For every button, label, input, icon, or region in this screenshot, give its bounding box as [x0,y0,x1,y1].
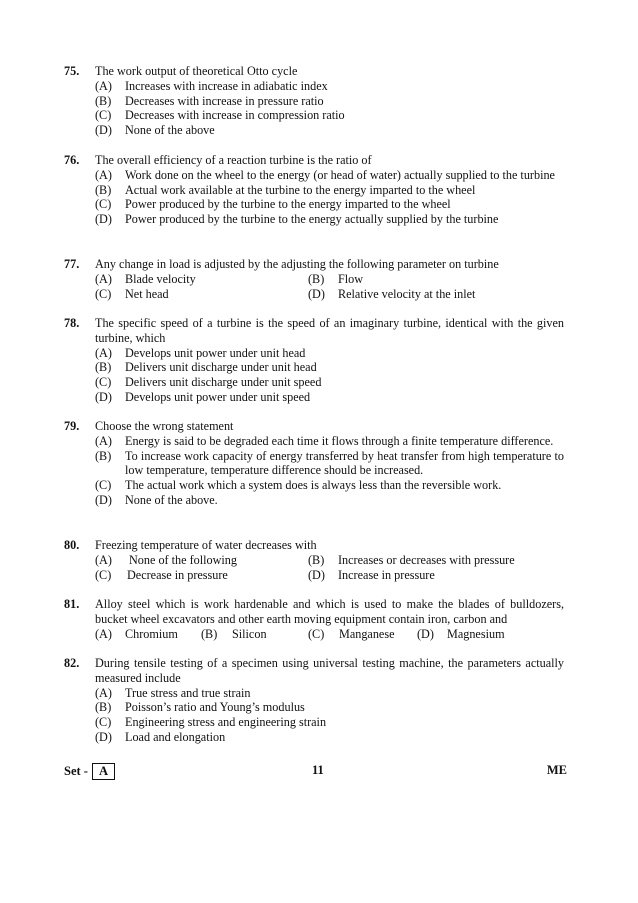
option-text: Increases or decreases with pressure [338,552,515,567]
option-c [95,375,564,390]
question-number: 81. [64,597,80,611]
option-text: Load and elongation [125,729,226,744]
option-a [95,686,564,701]
option-text: Increases with increase in adiabatic index [125,78,328,93]
question-text: The work output of theoretical Otto cycle [95,64,298,78]
option-text: Net head [125,286,169,301]
option-d [308,568,564,583]
option-c [95,197,564,212]
option-label: (B) [95,93,112,108]
option-text: Chromium [125,626,178,641]
option-d [95,123,564,138]
question-77 [64,257,564,301]
option-label: (C) [308,626,325,641]
option-c [95,108,564,123]
option-text: Increase in pressure [338,567,435,582]
option-row [95,627,564,642]
option-label: (D) [95,123,112,138]
option-b [95,449,564,479]
option-b [95,183,564,198]
option-label: (A) [95,271,112,286]
option-label: (C) [95,286,112,301]
set-label: Set - [64,764,88,778]
option-a [95,272,308,287]
option-label: (C) [95,478,112,493]
option-text: Work done on the wheel to the energy (or head of water) actually supplied to the turbine [125,167,555,182]
option-text: Decrease in pressure [127,567,228,582]
option-label: (D) [95,212,112,227]
option-text: Decreases with increase in pressure ratio [125,93,324,108]
page-number: 11 [312,763,324,777]
option-row [95,568,564,583]
option-b [308,272,564,287]
option-row [95,287,564,302]
option-d [95,493,564,508]
option-text: Power produced by the turbine to the energy actually supplied by the turbine [125,212,499,227]
question-text: Choose the wrong statement [95,419,234,433]
option-c [95,478,564,493]
question-number: 80. [64,538,80,552]
option-label: (D) [308,567,325,582]
question-number: 82. [64,656,80,670]
question-number: 78. [64,316,80,330]
option-text: Delivers unit discharge under unit head [125,360,317,375]
option-b [95,700,564,715]
question-number: 79. [64,419,80,433]
option-label: (D) [308,286,325,301]
option-a [95,346,564,361]
option-label: (B) [308,552,325,567]
option-label: (D) [417,626,434,641]
option-d [95,730,564,745]
option-label: (C) [95,567,112,582]
option-c [95,715,564,730]
option-text: The actual work which a system does is always less than the reversible work. [125,478,502,493]
question-text: The specific speed of a turbine is the speed of an imaginary turbine, identical with the given turbine, which [95,316,564,345]
question-text: Alloy steel which is work hardenable and which is used to make the blades of bulldozers, bucket wheel excavators and other earth moving equipment contain iron, carbon and [95,597,564,626]
subject-code: ME [546,763,567,777]
option-label: (A) [95,78,112,93]
option-text: To increase work capacity of energy transferred by heat transfer from high temperature to low temperature, temperature difference should be increased. [125,448,564,478]
option-text: Actual work available at the turbine to the energy imparted to the wheel [125,182,476,197]
question-text: Freezing temperature of water decreases with [95,538,317,552]
question-81 [64,597,564,641]
option-text: True stress and true strain [125,685,251,700]
question-text: The overall efficiency of a reaction turbine is the ratio of [95,153,372,167]
option-label: (D) [95,492,112,507]
option-text: Relative velocity at the inlet [338,286,476,301]
question-80 [64,538,564,582]
option-label: (D) [95,729,112,744]
option-text: Silicon [232,626,267,641]
option-text: Develops unit power under unit head [125,345,306,360]
option-text: Develops unit power under unit speed [125,389,311,404]
option-label: (A) [95,552,112,567]
option-label: (B) [95,448,112,463]
question-78 [64,316,564,405]
option-label: (B) [95,700,112,715]
question-number: 75. [64,64,80,78]
option-text: Engineering stress and engineering strain [125,715,327,730]
option-text: Power produced by the turbine to the energy imparted to the wheel [125,197,451,212]
option-c [95,568,308,583]
option-label: (C) [95,375,112,390]
option-a [95,168,564,183]
set-indicator [64,763,115,780]
option-row [95,553,564,568]
question-75 [64,64,564,138]
option-text: None of the above. [125,492,218,507]
option-label: (C) [95,197,112,212]
option-a [95,79,564,94]
option-label: (A) [95,345,112,360]
option-b [308,553,564,568]
question-number: 77. [64,257,80,271]
option-text: Energy is said to be degraded each time it flows through a finite temperature difference. [125,433,554,448]
option-text: Poisson’s ratio and Young’s modulus [125,700,305,715]
question-76 [64,153,564,227]
option-label: (B) [95,182,112,197]
option-text: Decreases with increase in compression ratio [125,108,345,123]
option-text: None of the above [125,123,215,138]
option-label: (C) [95,108,112,123]
set-value-box: A [92,763,115,780]
option-text: Manganese [339,626,395,641]
option-label: (B) [308,271,325,286]
option-label: (A) [95,167,112,182]
option-label: (D) [95,389,112,404]
option-c [95,287,308,302]
option-text: None of the following [129,552,237,567]
question-text: Any change in load is adjusted by the adjusting the following parameter on turbine [95,257,499,271]
option-b [95,94,564,109]
option-d [95,390,564,405]
option-label: (B) [201,626,218,641]
option-b [95,360,564,375]
option-text: Magnesium [447,626,505,641]
option-a [95,553,308,568]
question-text: During tensile testing of a specimen using universal testing machine, the parameters actually measured include [95,656,564,685]
option-a [95,434,564,449]
option-text: Blade velocity [125,271,196,286]
option-d [95,212,564,227]
option-label: (A) [95,626,112,641]
option-text: Delivers unit discharge under unit speed [125,375,322,390]
question-79 [64,419,564,508]
option-label: (B) [95,360,112,375]
question-number: 76. [64,153,80,167]
option-label: (C) [95,715,112,730]
question-82 [64,656,564,745]
page-footer [64,763,567,781]
option-text: Flow [338,271,364,286]
option-row [95,272,564,287]
option-d [308,287,564,302]
option-label: (A) [95,685,112,700]
option-label: (A) [95,433,112,448]
